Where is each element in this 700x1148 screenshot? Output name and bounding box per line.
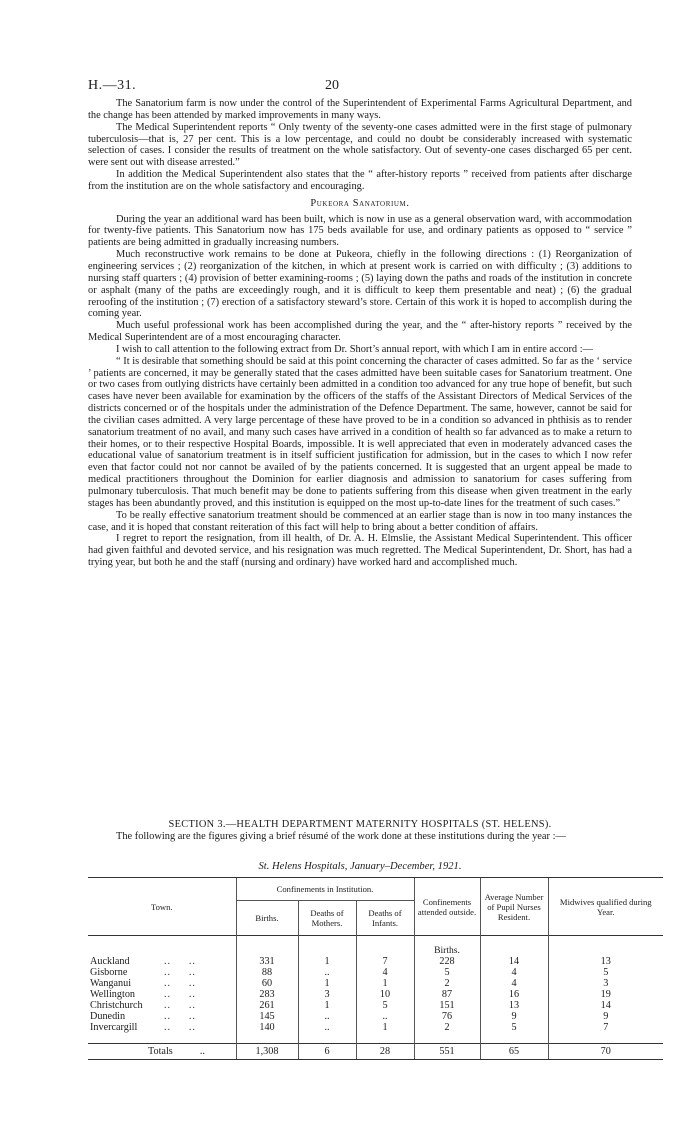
table-caption: St. Helens Hospitals, January–December, 1921.	[258, 861, 462, 872]
body-paragraph: “ It is desirable that something should be said at this point concerning the character of cases admitted. So far as the ‘ service ’ patients are concerned, it may be generally stated that the cases admitted have been suitable cases for Sanatorium treatment. One or two cases from outlying districts have certainly been admitted in a condition too advanced for any true hope of benefit, but such cases have never been available for examination by the officers of the staffs of the Assistant Directors of Medical Services of the districts concerned or of the hospitals under the administration of the Defence Department. The same, however, cannot be said for the civilian cases admitted. A very large percentage of these have proved to be in a condition so advanced in phthisis as to render sanatorium treatment of no avail, and many such cases have arrived in a condition of health so far advanced as to make a return to their homes, or to their respective Hospital Boards, impossible. It is well appreciated that even in moderately advanced cases the educational value of sanatorium treatment is in itself sufficient justification for admission, but in the cases to which I now refer even that factor could not nor cannot be availed of by the patients concerned. It is suggested that an urgent appeal be made to medical practitioners throughout the Dominion for earlier diagnosis and admission to sanatorium for cases suffering from pulmonary tuberculosis. That much benefit may be done to patients suffering from this disease when given treatment in the early stages has been abundantly proved, and this institution is equipped on the most up-to-date lines for the treatment of such cases.”	[88, 355, 632, 509]
cell-nurses: 4	[480, 967, 548, 978]
cell-nurses: 13	[480, 1000, 548, 1011]
section-heading: Pukeora Sanatorium.	[310, 197, 410, 209]
cell-births: 145	[236, 1011, 298, 1022]
cell-midwives: 13	[548, 956, 663, 967]
table-row	[88, 1000, 663, 1011]
cell-outside: 2	[414, 978, 480, 989]
col-midwives: Midwives qualified during Year.	[548, 878, 663, 936]
cell-mothers: 1	[298, 956, 356, 967]
page-number: 20	[325, 78, 339, 93]
table-row	[88, 1011, 663, 1022]
totals-outside: 551	[414, 1044, 480, 1060]
town-name: Wellington	[90, 989, 136, 1000]
cell-infants: 10	[356, 989, 414, 1000]
cell-outside: 5	[414, 967, 480, 978]
town-name: Invercargill	[90, 1022, 138, 1033]
leader-dots: .. ..	[164, 1022, 196, 1033]
body-paragraph: Much useful professional work has been accomplished during the year, and the “ after-history reports ” received by the Medical Superintendent are of a most encouraging character.	[88, 320, 632, 344]
cell-mothers: ..	[298, 1011, 356, 1022]
cell-births: 261	[236, 1000, 298, 1011]
cell-mothers: 1	[298, 1000, 356, 1011]
section-intro: The following are the figures giving a brief résumé of the work done at these institutions during the year :—	[116, 831, 566, 842]
town-name: Gisborne	[90, 967, 128, 978]
leader-dots: .. ..	[164, 989, 196, 1000]
table-row	[88, 978, 663, 989]
col-outside: Confinements attended outside.	[414, 878, 480, 936]
cell-midwives: 7	[548, 1022, 663, 1033]
cell-mothers: 1	[298, 978, 356, 989]
body-paragraph: I regret to report the resignation, from ill health, of Dr. A. H. Elmslie, the Assistant Medical Superintendent. This officer had given faithful and devoted service, and his resignation was much regretted. The Medical Superintendent, Dr. Short, has had a trying year, but both he and the staff (nursing and ordinary) have worked hard and accomplished much.	[88, 533, 632, 569]
cell-outside: 2	[414, 1022, 480, 1033]
cell-midwives: 14	[548, 1000, 663, 1011]
cell-nurses: 9	[480, 1011, 548, 1022]
cell-midwives: 3	[548, 978, 663, 989]
table-row	[88, 1022, 663, 1033]
totals-deaths-infants: 28	[356, 1044, 414, 1060]
cell-mothers: 3	[298, 989, 356, 1000]
totals-dots: ..	[199, 1046, 205, 1057]
outside-births-sublabel: Births.	[414, 936, 480, 957]
town-name: Christchurch	[90, 1000, 143, 1011]
report-code: H.—31.	[88, 78, 137, 93]
cell-outside: 76	[414, 1011, 480, 1022]
leader-dots: .. ..	[164, 978, 196, 989]
cell-infants: 7	[356, 956, 414, 967]
cell-infants: ..	[356, 1011, 414, 1022]
cell-midwives: 5	[548, 967, 663, 978]
body-paragraph: The Medical Superintendent reports “ Only twenty of the seventy-one cases admitted were in the first stage of pulmonary tuberculosis—that is, 27 per cent. This is a low percentage, and could no doubt be considerably increased with systematic selection of cases. I consider the results of treatment on the whole satisfactory. Out of seventy-one cases discharged 65 per cent. were sent out with disease arrested.”	[88, 121, 632, 169]
cell-outside: 151	[414, 1000, 480, 1011]
cell-mothers: ..	[298, 1022, 356, 1033]
leader-dots: .. ..	[164, 1000, 196, 1011]
cell-infants: 1	[356, 978, 414, 989]
cell-births: 88	[236, 967, 298, 978]
town-name: Dunedin	[90, 1011, 126, 1022]
table-row	[88, 956, 663, 967]
maternity-table	[88, 877, 663, 1060]
totals-label: Totals	[148, 1046, 173, 1057]
body-paragraph: During the year an additional ward has been built, which is now in use as a general observation ward, with accommodation for twenty-five patients. This Sanatorium now has 175 beds available for use, and ordinary patients as opposed to “ service ” patients are being admitted in gradually increasing numbers.	[88, 213, 632, 249]
cell-midwives: 9	[548, 1011, 663, 1022]
town-name: Wanganui	[90, 978, 132, 989]
cell-infants: 1	[356, 1022, 414, 1033]
totals-deaths-mothers: 6	[298, 1044, 356, 1060]
leader-dots: .. ..	[164, 1011, 196, 1022]
table-row	[88, 967, 663, 978]
maternity-section	[88, 819, 632, 843]
body-text	[88, 98, 632, 569]
leader-dots: .. ..	[164, 967, 196, 978]
table-row	[88, 989, 663, 1000]
leader-dots: .. ..	[164, 956, 196, 967]
cell-births: 283	[236, 989, 298, 1000]
totals-row	[88, 1044, 663, 1060]
cell-nurses: 5	[480, 1022, 548, 1033]
body-paragraph: The Sanatorium farm is now under the control of the Superintendent of Experimental Farms Agricultural Department, and the change has been attended by marked improvements in many ways.	[88, 98, 632, 121]
cell-infants: 4	[356, 967, 414, 978]
cell-outside: 87	[414, 989, 480, 1000]
col-deaths-mothers: Deaths of Mothers.	[298, 901, 356, 936]
col-group-confinements: Confinements in Institution.	[236, 878, 414, 901]
col-nurses: Average Number of Pupil Nurses Resident.	[480, 878, 548, 936]
col-deaths-infants: Deaths of Infants.	[356, 901, 414, 936]
col-births: Births.	[236, 901, 298, 936]
totals-nurses: 65	[480, 1044, 548, 1060]
cell-nurses: 16	[480, 989, 548, 1000]
cell-infants: 5	[356, 1000, 414, 1011]
cell-mothers: ..	[298, 967, 356, 978]
body-paragraph: In addition the Medical Superintendent also states that the “ after-history reports ” received from patients after discharge from the institution are on the whole satisfactory and encouraging.	[88, 169, 632, 192]
body-paragraph: To be really effective sanatorium treatment should be commenced at an earlier stage than is now in too many instances the case, and it is hoped that constant reiteration of this fact will help to bring about a better condition of affairs.	[88, 509, 632, 533]
totals-midwives: 70	[548, 1044, 663, 1060]
cell-nurses: 4	[480, 978, 548, 989]
town-name: Auckland	[90, 956, 130, 967]
cell-births: 60	[236, 978, 298, 989]
cell-births: 331	[236, 956, 298, 967]
totals-births: 1,308	[236, 1044, 298, 1060]
col-town: Town.	[88, 878, 236, 936]
body-paragraph: I wish to call attention to the following extract from Dr. Short’s annual report, with which I am in entire accord :—	[116, 343, 593, 355]
cell-midwives: 19	[548, 989, 663, 1000]
cell-outside: 228	[414, 956, 480, 967]
section-title: SECTION 3.—HEALTH DEPARTMENT MATERNITY HOSPITALS (ST. HELENS).	[168, 819, 552, 830]
body-paragraph: Much reconstructive work remains to be done at Pukeora, chiefly in the following directions : (1) Reorganization of engineering services ; (2) reorganization of the kitchen, in which at present work is carried on with difficulty ; (3) additions to nursing staff quarters ; (4) provision of better examining-rooms ; (5) laying down the paths and roads of the institution in concrete or asphalt (many of the paths are exceedingly rough, and it is difficult to keep them presentable and neat) ; (6) the gradual reroofing of the institution ; (7) erection of a satisfactory steward’s store. Certain of this work it is hoped to accomplish during the coming year.	[88, 249, 632, 320]
cell-nurses: 14	[480, 956, 548, 967]
cell-births: 140	[236, 1022, 298, 1033]
